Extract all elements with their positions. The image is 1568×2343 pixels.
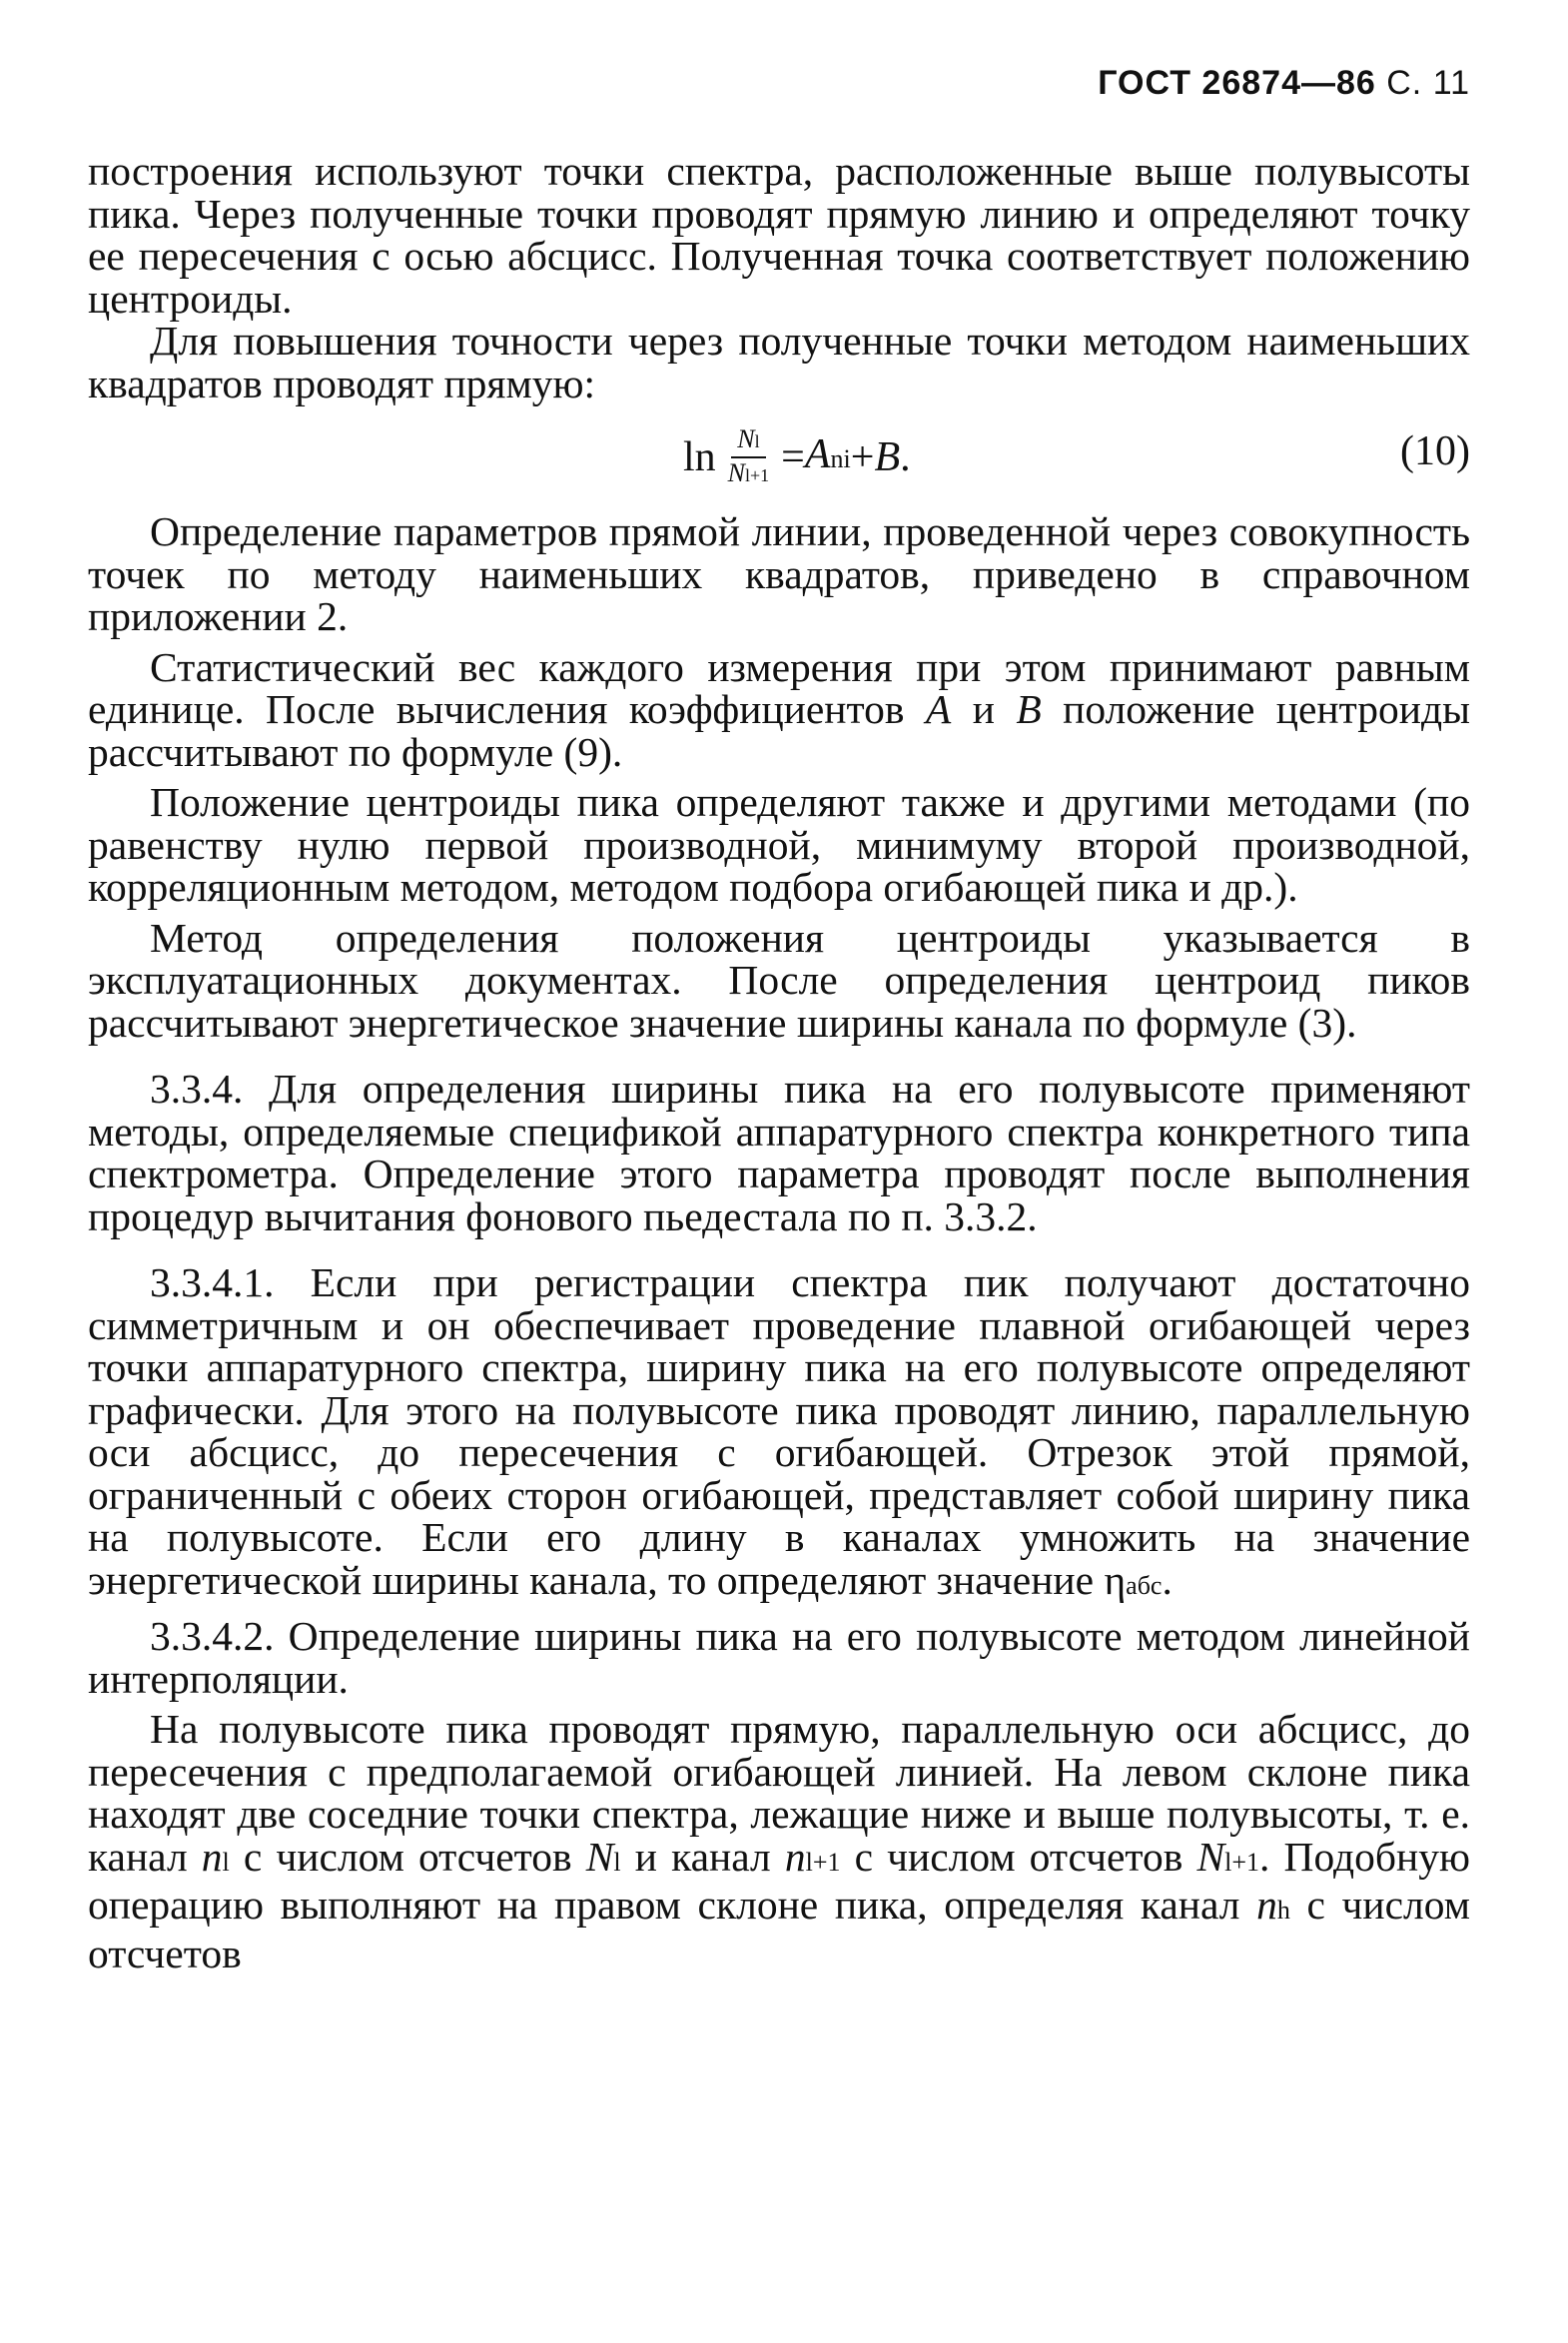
fraction-numerator: Nl	[731, 424, 765, 458]
formula-ln: ln	[683, 433, 716, 480]
formula-fraction	[722, 424, 776, 490]
paragraph-6: Метод определения положения центроиды указывается в эксплуатационных документах. После определения центроид пиков рассчитывают энергетическое значение ширины канала по формуле (3).	[88, 914, 1470, 1046]
paragraph-3-3-4-1: 3.3.4.1. Если при регистрации спектра пик получают достаточно симметричным и он обеспечивает проведение плавной огибающей через точки аппаратурного спектра, ширину пика на его полувысоте определяют графически. Для этого на полувысоте пика проводят линию, параллельную оси абсцисс, до пересечения с огибающей. Отрезок этой прямой, ограниченный с обеих сторон огибающей, представляет собой ширину пика на полувысоте. Если его длину в каналах умножить на значение энергетической ширины канала, то определяют значение ηабс.	[88, 1259, 1470, 1603]
formula-A: Ani	[804, 431, 851, 478]
formula-number: (10)	[1400, 428, 1470, 474]
paragraph-1: построения используют точки спектра, расположенные выше полувысоты пика. Через полученные точки проводят прямую линию и определяют точку ее пересечения с осью абсцисс. Полученная точка соответствует положению центроиды.	[88, 148, 1470, 322]
formula-B: B	[874, 433, 901, 480]
formula-period: .	[900, 433, 911, 480]
paragraph-2: Для повышения точности через полученные точки методом наименьших квадратов проводят прямую:	[88, 318, 1470, 406]
formula-equals: =	[781, 433, 805, 480]
paragraph-interpolation: На полувысоте пика проводят прямую, параллельную оси абсцисс, до пересечения с предполагаемой огибающей линией. На левом склоне пика находят две соседние точки спектра, лежащие ниже и выше полувысоты, т. е. канал nl с числом отсчетов Nl и канал nl+1 с числом отсчетов Nl+1. Подобную операцию выполняют на правом склоне пика, определяя канал nh с числом отсчетов	[88, 1706, 1471, 1976]
paragraph-3-3-4: 3.3.4. Для определения ширины пика на его полувысоте применяют методы, определяемые спецификой аппаратурного спектра конкретного типа спектрометра. Определение этого параметра проводят после выполнения процедур вычитания фонового пьедестала по п. 3.3.2.	[88, 1066, 1470, 1239]
formula-10	[88, 410, 1470, 502]
paragraph-5: Положение центроиды пика определяют также и другими методами (по равенству нулю первой производной, минимуму второй производной, корреляционным методом, методом подбора огибающей пика и др.).	[88, 779, 1470, 910]
page-header	[1098, 64, 1470, 103]
formula-plus: +	[850, 433, 875, 480]
page-number: С. 11	[1386, 64, 1470, 102]
fraction-denominator: Nl+1	[727, 458, 770, 487]
formula-expression	[683, 424, 911, 490]
body-text	[88, 150, 1470, 1974]
standard-number: ГОСТ 26874—86	[1098, 64, 1376, 102]
paragraph-3: Определение параметров прямой линии, проведенной через совокупность точек по методу наименьших квадратов, приведено в справочном приложении 2.	[88, 508, 1470, 639]
paragraph-4: Статистический вес каждого измерения при этом принимают равным единице. После вычисления коэффициентов A и B положение центроиды рассчитывают по формуле (9).	[88, 643, 1470, 775]
paragraph-3-3-4-2: 3.3.4.2. Определение ширины пика на его полувысоте методом линейной интерполяции.	[88, 1613, 1470, 1702]
